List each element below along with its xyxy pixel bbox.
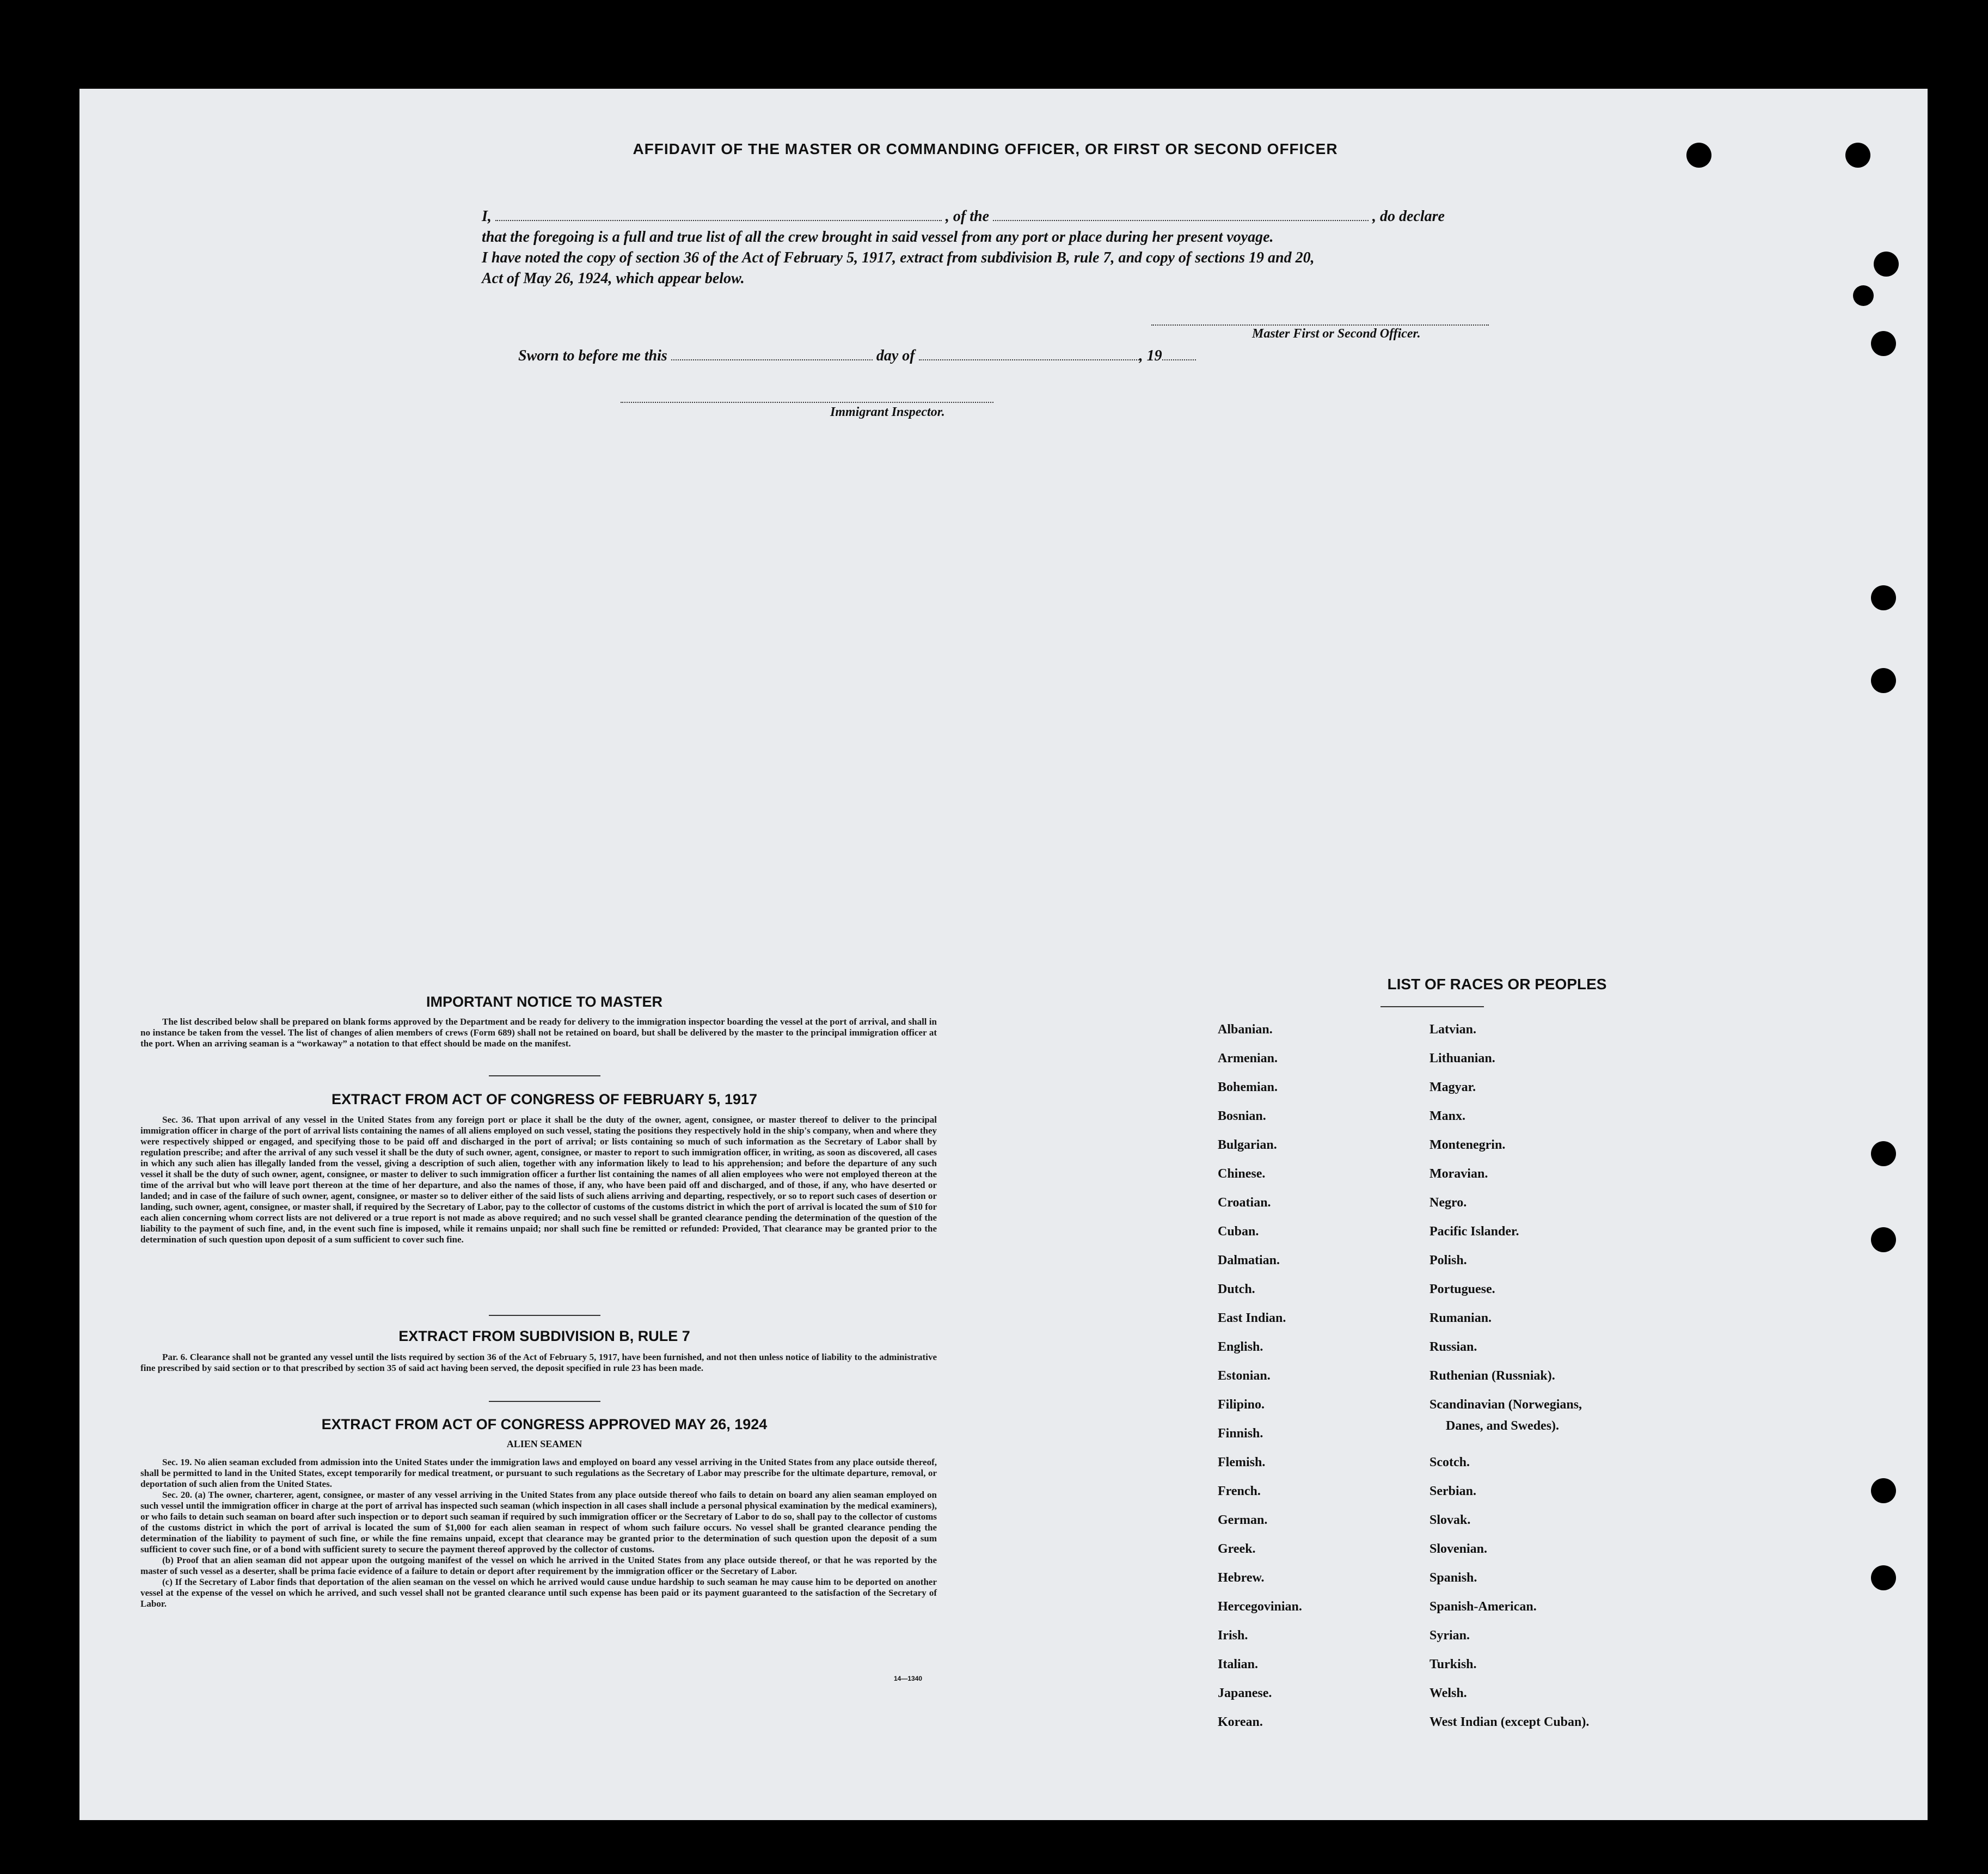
race-item: Negro. — [1429, 1196, 1467, 1210]
notice-title: IMPORTANT NOTICE TO MASTER — [426, 994, 662, 1010]
race-item: Magyar. — [1429, 1080, 1476, 1094]
vessel-blank — [993, 210, 1369, 221]
divider — [489, 1075, 600, 1076]
race-item: Korean. — [1218, 1715, 1263, 1729]
extract-1917-text — [140, 1114, 937, 1245]
race-item: Scandinavian (Norwegians, — [1429, 1398, 1582, 1412]
form-code: 14—1340 — [894, 1675, 923, 1682]
affidavit-i: I, — [482, 208, 492, 225]
race-item: French. — [1218, 1484, 1261, 1498]
race-item: Manx. — [1429, 1109, 1465, 1123]
race-item: East Indian. — [1218, 1311, 1286, 1325]
sworn-line — [518, 347, 1553, 365]
race-item: Pacific Islander. — [1429, 1224, 1519, 1239]
race-item: Bosnian. — [1218, 1109, 1266, 1123]
race-item: Japanese. — [1218, 1686, 1272, 1700]
race-item: Portuguese. — [1429, 1282, 1495, 1296]
punch-hole — [1871, 1141, 1896, 1166]
race-item: Scotch. — [1429, 1455, 1470, 1469]
race-item: Greek. — [1218, 1542, 1256, 1556]
master-signature-line — [1151, 324, 1489, 326]
race-item: Dalmatian. — [1218, 1253, 1280, 1267]
race-item: Cuban. — [1218, 1224, 1259, 1239]
punch-hole — [1871, 1478, 1896, 1503]
race-item: Turkish. — [1429, 1657, 1477, 1671]
extract-1917-paragraph: Sec. 36. That upon arrival of any vessel in the United States from any foreign port or place it shall be the duty of the owner, agent, consignee, or master thereof to deliver to the principal immigration officer in charge of the port of arrival lists containing the names of all aliens employed on such vessel, stating the positions they respectively hold in the ship's company, when and where they were respectively shipped or engaged, and specifying those to be paid off and discharged in the port of arrival; or lists containing so much of such information as the Secretary of Labor shall by regulation prescribe; and after the arrival of any such vessel it shall be the duty of such owner, agent, consignee, or master to report to such immigration officer, in writing, as soon as discovered, all cases in which any such alien has illegally landed from the vessel, giving a description of such alien, together with any information likely to lead to his apprehension; and before the departure of any such vessel it shall be the duty of such owner, agent, consignee, or master to deliver to such immigration officer a further list containing the names of all alien employees who were not employed thereon at the time of the arrival but who will leave port thereon at the time of her departure, and also the names of those, if any, who have been paid off and discharged, and of those, if any, who have deserted or landed; and in case of the failure of such owner, agent, consignee, or master so to deliver either of the said lists of such aliens arriving and departing, respectively, or so to report such cases of desertion or landing, such owner, agent, consignee, or master shall, if required by the Secretary of Labor, pay to the collector of customs of the customs district in which the port of arrival is located the sum of $10 for each alien concerning whom correct lists are not delivered or a true report is not made as above required; and no such vessel shall be granted clearance pending the determination of the question of the liability to the payment of such fine, and, in the event such fine is imposed, while it remains unpaid; nor shall such fine be remitted or refunded: Provided, That clearance may be granted prior to the determination of such question upon deposit of a sum sufficient to cover such fine. — [140, 1114, 937, 1245]
race-item: Welsh. — [1429, 1686, 1467, 1700]
race-item: Flemish. — [1218, 1455, 1266, 1469]
affidavit-line-3: I have noted the copy of section 36 of the Act of February 5, 1917, extract from subdivision B, rule 7, and copy of sections 19 and 20, — [482, 249, 1315, 266]
extract-rule7-text — [140, 1352, 937, 1374]
sec20c-paragraph: (c) If the Secretary of Labor finds that deportation of the alien seaman on the vessel on which he arrived would cause undue hardship to such seaman he may cause him to be deported on another vessel at the expense of the vessel on which he arrived, and such vessel shall not be granted clearance until such expense has been paid or its payment guaranteed to the satisfaction of the Secretary of Labor. — [140, 1577, 937, 1609]
extract-1924-title: EXTRACT FROM ACT OF CONGRESS APPROVED MAY 26, 1924 — [321, 1416, 768, 1432]
inspector-signature-line — [621, 402, 993, 403]
race-item: Bulgarian. — [1218, 1138, 1277, 1152]
race-item: English. — [1218, 1340, 1263, 1354]
punch-hole — [1871, 1565, 1896, 1590]
race-item: Bohemian. — [1218, 1080, 1278, 1094]
affidavit-declaration-line — [482, 208, 1516, 225]
race-item: Serbian. — [1429, 1484, 1477, 1498]
affidavit-title: AFFIDAVIT OF THE MASTER OR COMMANDING OFFICER, OR FIRST OR SECOND OFFICER — [633, 140, 1338, 157]
master-label: Master First or Second Officer. — [1252, 327, 1421, 341]
races-title: LIST OF RACES OR PEOPLES — [1387, 976, 1607, 993]
affidavit-line-4: Act of May 26, 1924, which appear below. — [482, 270, 745, 287]
race-item: West Indian (except Cuban). — [1429, 1715, 1590, 1729]
race-item: Italian. — [1218, 1657, 1259, 1671]
race-item: Finnish. — [1218, 1426, 1263, 1441]
race-item: Slovenian. — [1429, 1542, 1488, 1556]
sworn-day-blank — [671, 350, 873, 360]
race-item: Syrian. — [1429, 1628, 1470, 1643]
race-item: Spanish-American. — [1429, 1600, 1537, 1614]
race-item: Ruthenian (Russniak). — [1429, 1369, 1555, 1383]
race-item: Armenian. — [1218, 1051, 1278, 1065]
race-item: Rumanian. — [1429, 1311, 1492, 1325]
race-item: Estonian. — [1218, 1369, 1271, 1383]
race-item: Moravian. — [1429, 1167, 1488, 1181]
race-item: Albanian. — [1218, 1022, 1273, 1037]
race-item: German. — [1218, 1513, 1268, 1527]
inspector-label: Immigrant Inspector. — [830, 405, 945, 419]
punch-hole — [1871, 668, 1896, 693]
notice-paragraph: The list described below shall be prepared on blank forms approved by the Department and be ready for delivery to the immigration inspector boarding the vessel at the port of arrival, and shall in no instance be taken from the vessel. The list of changes of alien members of crews (Form 689) shall not be retained on board, but shall be delivered by the master to the principal immigration officer at the port. When an arriving seaman is a “workaway” a notation to that effect should be made on the manifest. — [140, 1016, 937, 1049]
sworn-year-blank — [1162, 350, 1196, 360]
divider — [489, 1315, 600, 1316]
punch-hole — [1686, 143, 1711, 168]
extract-1917-title: EXTRACT FROM ACT OF CONGRESS OF FEBRUARY 5, 1917 — [331, 1091, 758, 1107]
sec20b-paragraph: (b) Proof that an alien seaman did not appear upon the outgoing manifest of the vessel on which he arrived in the United States from any place outside thereof, or that he was reported by the master of such vessel as a deserter, shall be prima facie evidence of a failure to detain or deport after requirement by the immigration officer or the Secretary of Labor. — [140, 1555, 937, 1576]
affidavit-declare: , do declare — [1372, 208, 1445, 225]
affidavit-line-2: that the foregoing is a full and true list of all the crew brought in said vessel from any port or place during her present voyage. — [482, 229, 1274, 246]
punch-hole — [1871, 331, 1896, 356]
sworn-day-of: day of — [876, 347, 915, 364]
extract-1924-subtitle: ALIEN SEAMEN — [506, 1438, 582, 1449]
race-item: Irish. — [1218, 1628, 1248, 1643]
sworn-month-blank — [919, 350, 1139, 360]
race-item: Hercegovinian. — [1218, 1600, 1302, 1614]
race-item: Croatian. — [1218, 1196, 1271, 1210]
race-item: Polish. — [1429, 1253, 1467, 1267]
race-item: Danes, and Swedes). — [1446, 1419, 1560, 1433]
extract-rule7-title: EXTRACT FROM SUBDIVISION B, RULE 7 — [398, 1328, 690, 1344]
race-item: Spanish. — [1429, 1571, 1477, 1585]
race-item: Chinese. — [1218, 1167, 1266, 1181]
race-item: Russian. — [1429, 1340, 1477, 1354]
extract-rule7-paragraph: Par. 6. Clearance shall not be granted any vessel until the lists required by section 36 of the Act of February 5, 1917, have been furnished, and not then unless notice of liability to the administrative fine prescribed by said section or to that prescribed by section 35 of said act having been served, the deposit specified in rule 23 has been made. — [140, 1352, 937, 1373]
sec20a-paragraph: Sec. 20. (a) The owner, charterer, agent, consignee, or master of any vessel arriving in the United States from any place outside thereof who fails to detain on board any alien seaman employed on such vessel until the immigration officer in charge at the port of arrival has inspected such seaman (which inspection in all cases shall include a personal physical examination by the medical examiners), or who fails to detain such seaman on board after such inspection or to deport such seaman if required by such immigration officer or the Secretary of Labor to do so, shall pay to the collector of customs of the customs district in which the port of arrival is located the sum of $1,000 for each alien seaman in respect of whom such failure occurs. No vessel shall be granted clearance pending the determination of the liability to payment of such fine, or while the fine remains unpaid, except that clearance may be granted prior to the determination of such question upon the deposit of a sum sufficient to cover such fine, or of a bond with sufficient surety to secure the payment thereof approved by the collector of customs. — [140, 1490, 937, 1554]
race-item: Latvian. — [1429, 1022, 1477, 1037]
sec19-paragraph: Sec. 19. No alien seaman excluded from admission into the United States under the immigration laws and employed on board any vessel arriving in the United States from any place outside thereof, shall be permitted to land in the United States, except temporarily for medical treatment, or pursuant to such regulations as the Secretary of Labor may prescribe for the ultimate departure, removal, or deportation of such alien from the United States. — [140, 1457, 937, 1489]
race-item: Montenegrin. — [1429, 1138, 1506, 1152]
name-blank — [495, 210, 942, 221]
punch-hole — [1871, 1227, 1896, 1252]
extract-1924-text — [140, 1457, 937, 1609]
punch-hole — [1871, 585, 1896, 610]
sworn-prefix: Sworn to before me this — [518, 347, 667, 364]
punch-hole — [1845, 143, 1870, 168]
punch-hole — [1874, 252, 1899, 277]
punch-hole — [1853, 285, 1874, 306]
race-item: Dutch. — [1218, 1282, 1255, 1296]
race-item: Slovak. — [1429, 1513, 1471, 1527]
sworn-year: , 19 — [1139, 347, 1162, 364]
notice-text — [140, 1016, 937, 1049]
race-item: Filipino. — [1218, 1398, 1265, 1412]
divider — [489, 1401, 600, 1402]
divider — [1380, 1006, 1484, 1007]
affidavit-of-the: , of the — [945, 208, 990, 225]
race-item: Hebrew. — [1218, 1571, 1265, 1585]
race-item: Lithuanian. — [1429, 1051, 1495, 1065]
